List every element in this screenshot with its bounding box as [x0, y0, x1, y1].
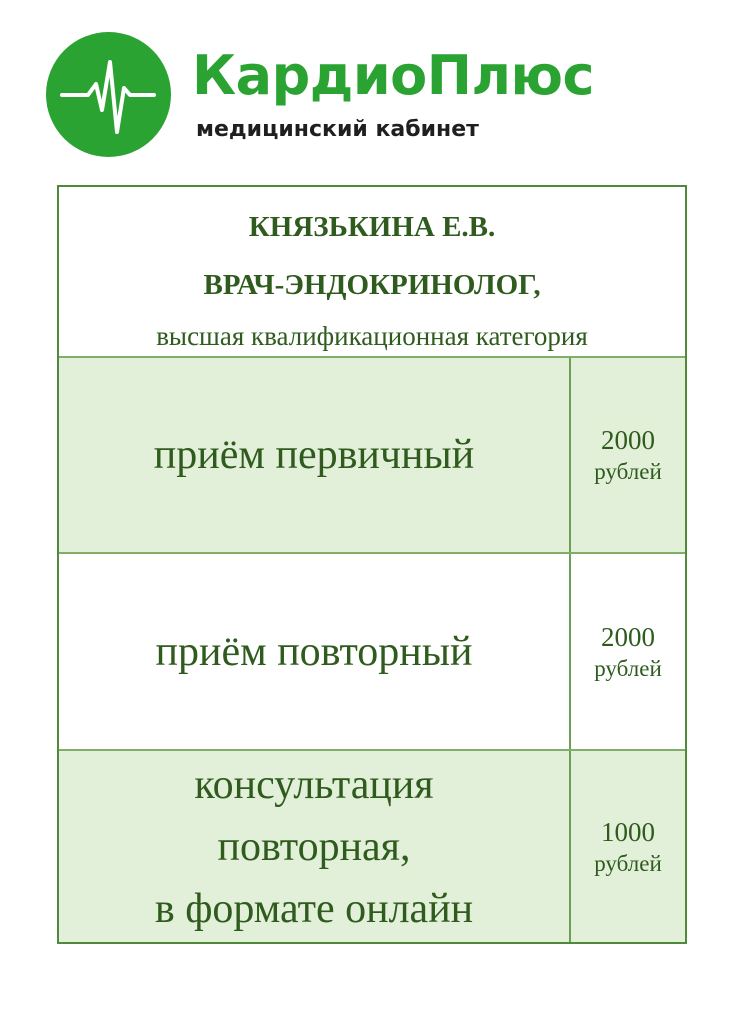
brand-subtitle: медицинский кабинет [196, 117, 479, 142]
price-currency: рублей [594, 850, 662, 876]
table-row [59, 749, 685, 942]
table-row [59, 552, 685, 749]
doctor-header [59, 187, 685, 356]
service-name: приём первичный [59, 358, 571, 552]
service-name: консультация повторная, в формате онлайн [59, 751, 571, 942]
price-table [57, 185, 687, 944]
table-row [59, 356, 685, 552]
price-amount: 2000 [601, 425, 655, 455]
service-price [571, 358, 685, 552]
price-amount: 1000 [601, 816, 655, 847]
heartbeat-icon [46, 32, 171, 157]
price-currency: рублей [594, 459, 662, 484]
service-price [571, 554, 685, 749]
brand-logo [46, 32, 171, 157]
doctor-category: высшая квалификационная категория [156, 321, 588, 351]
doctor-name: КНЯЗЬКИНА Е.В. [248, 211, 496, 243]
doctor-specialty: ВРАЧ-ЭНДОКРИНОЛОГ, [203, 269, 541, 301]
price-amount: 2000 [601, 621, 655, 652]
service-name: приём повторный [59, 554, 571, 749]
price-currency: рублей [594, 655, 662, 681]
service-price [571, 751, 685, 942]
brand-title: КардиоПлюс [192, 44, 595, 107]
